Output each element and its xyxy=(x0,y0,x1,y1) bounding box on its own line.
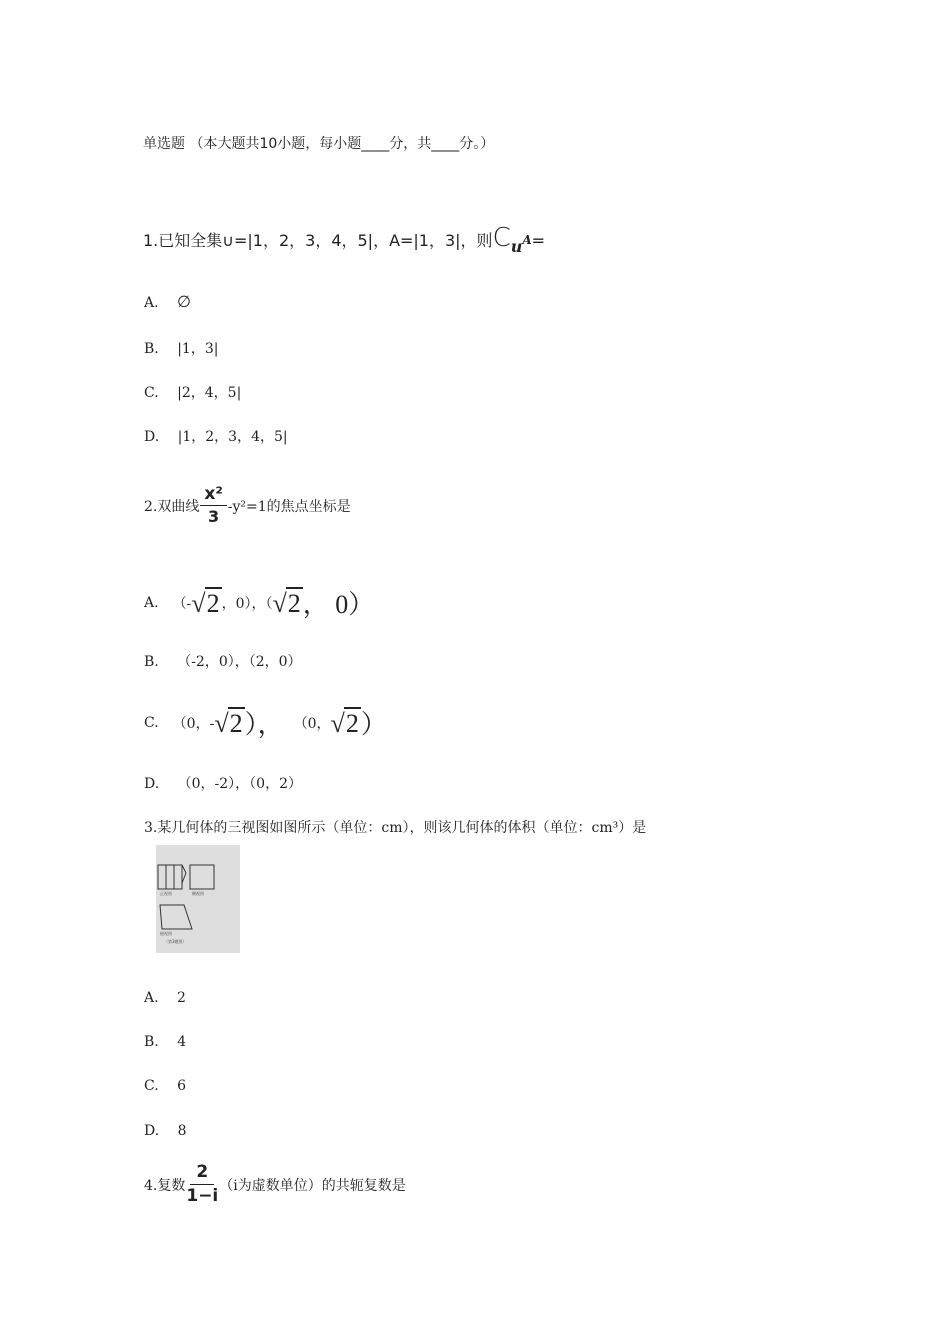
fraction xyxy=(200,486,226,525)
sqrt-expression: √2 xyxy=(191,588,220,618)
option-label: D. xyxy=(144,1123,160,1139)
q1-option-b[interactable] xyxy=(144,338,218,358)
option-text: ∅ xyxy=(177,292,191,311)
option-text: |1，2，3，4，5| xyxy=(177,429,288,445)
q2-option-c[interactable] xyxy=(144,704,387,741)
option-text: |2，4，5| xyxy=(177,385,242,401)
option-label: C. xyxy=(144,714,159,731)
sqrt-expression: √2 xyxy=(272,588,301,618)
q1-option-c[interactable] xyxy=(144,382,241,402)
three-view-figure xyxy=(156,845,240,953)
option-text: 2 xyxy=(177,990,186,1006)
option-text-part: （0，- xyxy=(172,715,215,732)
option-text-part: （- xyxy=(172,595,192,612)
q3-option-d[interactable] xyxy=(144,1123,187,1139)
option-label: A. xyxy=(144,295,159,311)
option-text: 4 xyxy=(177,1034,187,1050)
three-view-drawing xyxy=(156,845,240,953)
radicand: 2 xyxy=(345,708,359,738)
fraction-numerator: 2 xyxy=(190,1164,214,1185)
side-view-label: 侧视图 xyxy=(192,891,204,896)
option-label: D. xyxy=(144,429,160,445)
option-label: C. xyxy=(144,1078,159,1094)
complement-set: A xyxy=(522,233,532,247)
fraction-denominator: 1−i xyxy=(186,1186,219,1206)
q3-option-c[interactable] xyxy=(144,1078,186,1094)
sqrt-expression: √2 xyxy=(330,708,359,738)
question-1-text: 1.已知全集∪=|1，2，3，4，5|，A=|1，3|，则 xyxy=(143,231,493,250)
question-4-stem xyxy=(144,1164,406,1205)
option-text-part: ，0），（ xyxy=(221,595,273,612)
option-label: B. xyxy=(144,1034,159,1050)
q2-option-b[interactable] xyxy=(144,651,302,671)
section-header: 单选题 （本大题共10小题，每小题____分，共____分。） xyxy=(143,136,495,152)
option-text-part: （0， xyxy=(293,715,331,732)
fraction-denominator: 3 xyxy=(208,507,220,526)
option-label: A. xyxy=(144,594,159,611)
option-label: C. xyxy=(144,385,159,401)
question-4-suffix: （i为虚数单位）的共轭复数是 xyxy=(219,1177,406,1194)
question-2-prefix: 2.双曲线 xyxy=(144,498,200,515)
q1-option-a[interactable] xyxy=(144,292,191,311)
complement-subscript: u xyxy=(510,237,523,256)
option-text: 8 xyxy=(177,1123,187,1139)
figure-caption: （第3题图） xyxy=(164,939,187,944)
radicand: 2 xyxy=(206,588,220,618)
q2-option-a[interactable] xyxy=(144,584,374,621)
option-text-part: ）， xyxy=(244,710,284,739)
complement-symbol: C xyxy=(492,223,511,253)
question-1-tail: = xyxy=(531,231,546,250)
option-text: （0，-2），（0，2） xyxy=(177,776,302,792)
option-label: B. xyxy=(144,341,159,357)
option-text: |1，3| xyxy=(177,341,219,357)
option-label: B. xyxy=(144,654,159,670)
front-view-label: 正视图 xyxy=(160,891,172,896)
option-text: （-2，0），（2，0） xyxy=(177,654,302,670)
question-2-stem xyxy=(144,486,351,525)
radicand: 2 xyxy=(229,708,243,738)
option-text-part: ） xyxy=(360,710,387,739)
radicand: 2 xyxy=(287,588,301,618)
question-3-stem: 3.某几何体的三视图如图所示（单位：cm），则该几何体的体积（单位：cm³）是 xyxy=(144,820,647,836)
question-4-prefix: 4.复数 xyxy=(144,1177,186,1194)
top-view-label: 俯视图 xyxy=(160,931,172,936)
option-label: D. xyxy=(144,776,160,792)
q3-option-a[interactable] xyxy=(144,990,186,1006)
q2-option-d[interactable] xyxy=(144,773,302,793)
question-1-stem xyxy=(143,223,546,256)
q3-option-b[interactable] xyxy=(144,1034,186,1050)
option-label: A. xyxy=(144,990,159,1006)
option-text-part: ， 0） xyxy=(302,590,375,619)
fraction-numerator: x² xyxy=(200,486,226,506)
q1-option-d[interactable] xyxy=(144,426,288,446)
fraction xyxy=(186,1164,218,1205)
sqrt-expression: √2 xyxy=(214,708,243,738)
question-2-suffix: -y²=1的焦点坐标是 xyxy=(227,498,351,515)
option-text: 6 xyxy=(177,1078,187,1094)
